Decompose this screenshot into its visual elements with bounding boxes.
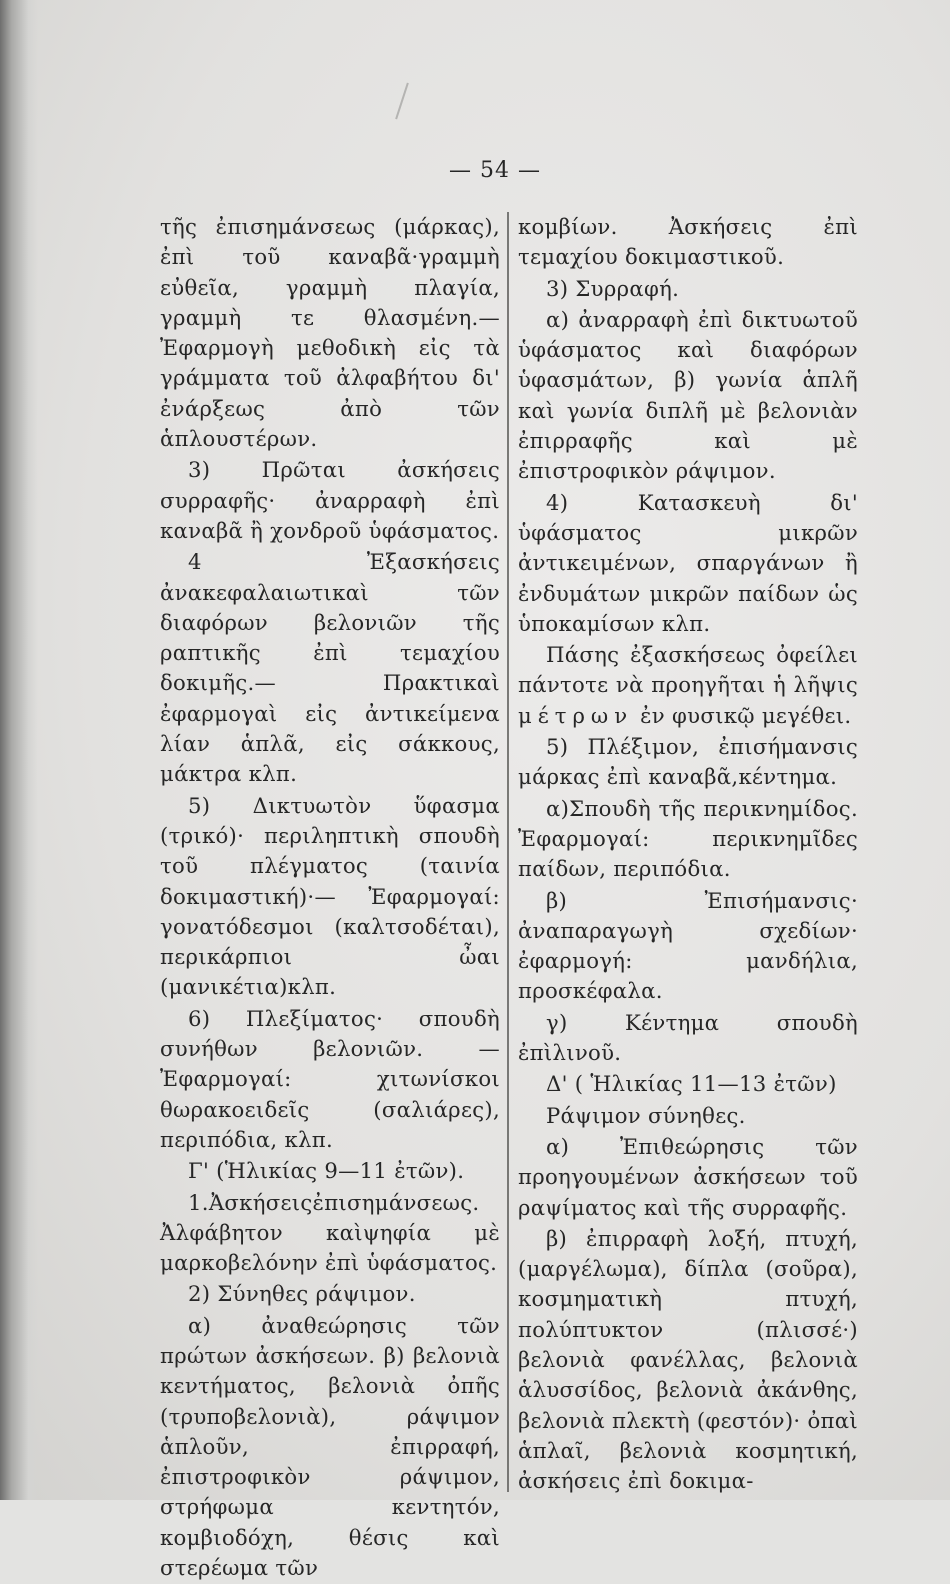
page-number: — 54 — [449,158,541,183]
right-column [518,212,858,1497]
paragraph: 4 Ἐξασκήσεις ἀνακεφαλαιωτικαὶ τῶν διαφόρων βελονιῶν τῆς ραπτικῆς ἐπὶ τεμαχίου δοκιμῆς.— Πρακτικαὶ ἐφαρμογαὶ εἰς ἀντικείμενα λίαν ἁπλᾶ, εἰς σάκκους, μάκτρα κλπ. [160,549,500,787]
paragraph: α) ἀναρραφὴ ἐπὶ δικτυωτοῦ ὑφάσματος καὶ διαφόρων ὑφασμάτων, β) γωνία ἁπλῆ καὶ γωνία διπλῆ μὲ βελονιὰν ἐπιρραφῆς καὶ μὲ ἐπιστροφικὸν ράψιμον. [518,306,858,484]
paragraph: β) Ἐπισήμανσις· ἀναπαραγωγὴ σχεδίων· ἐφαρμογή: μανδήλια, προσκέφαλα. [518,887,858,1004]
paragraph [518,640,858,731]
paragraph-text: Πάσης ἐξασκήσεως ὀφείλει πάντοτε νὰ προηγῆται ἡ λῆψις [518,642,858,698]
emphasized-word: μέτρων [518,702,634,728]
paragraph-text: ἐν φυσικῷ μεγέθει. [640,702,852,728]
binding-shadow [0,0,38,1500]
paragraph: 3) Πρῶται ἀσκήσεις συρραφῆς· ἀναρραφὴ ἐπὶ καναβᾶ ἢ χονδροῦ ὑφάσματος. [160,457,500,543]
paragraph: β) ἐπιρραφὴ λοξή, πτυχή, (μαργέλωμα), δίπλα (σοῦρα), κοσμηματικὴ πτυχή, πολύπτυκτον (πλισσέ·) βελονιὰ φανέλλας, βελονιὰ ἁλυσσίδος, βελονιὰ ἀκάνθης, βελονιὰ πλεκτὴ (φεστόν)· ὀπαὶ ἁπλαῖ, βελονιὰ κοσμητική, ἀσκήσεις ἐπὶ δοκιμα- [518,1225,858,1494]
pencil-mark [395,83,409,120]
column-divider [507,212,509,1492]
paragraph: 1.Ἀσκήσειςἐπισημάνσεως. Ἀλφάβητον καὶψηφία μὲ μαρκοβελόνην ἐπὶ ὑφάσματος. [160,1189,500,1276]
paragraph: α)Σπουδὴ τῆς περικνημίδος. Ἐφαρμογαί: περικνημῖδες παίδων, περιπόδια. [518,795,858,882]
section-heading: Γ' (Ἡλικίας 9—11 ἐτῶν). [188,1158,465,1184]
section-heading: Δ' ( Ἡλικίας 11—13 ἐτῶν) [546,1071,837,1097]
paragraph: 6) Πλεξίματος· σπουδὴ συνήθων βελονιῶν. — Ἐφαρμογαί: χιτωνίσκοι θωρακοειδεῖς (σαλιάρες), περιπόδια, κλπ. [160,1005,500,1152]
left-column [160,212,500,1584]
paragraph: 4) Κατασκευὴ δι' ὑφάσματος μικρῶν ἀντικειμένων, σπαργάνων ἢ ἐνδυμάτων μικρῶν παίδων ὡς ὑποκαμίσων κλπ. [518,489,858,636]
paragraph: 5) Πλέξιμον, ἐπισήμανσις μάρκας ἐπὶ καναβᾶ,κέντημα. [518,734,858,790]
paragraph: α) Ἐπιθεώρησις τῶν προηγουμένων ἀσκήσεων τοῦ ραψίματος καὶ τῆς συρραφῆς. [518,1133,858,1220]
paragraph: 5) Δικτυωτὸν ὕφασμα (τρικό)· περιληπτικὴ σπουδὴ τοῦ πλέγματος (ταινία δοκιμαστική)·— Ἐφαρμογαί: γονατόδεσμοι (καλτσοδέται), περικάρπιοι ὦαι (μανικέτια)κλπ. [160,792,500,1000]
paragraph: τῆς ἐπισημάνσεως (μάρκας), ἐπὶ τοῦ καναβᾶ·γραμμὴ εὐθεῖα, γραμμὴ πλαγία, γραμμὴ τε θλασμένη.— Ἐφαρμογὴ μεθοδικὴ εἰς τὰ γράμματα τοῦ ἀλφαβήτου δι' ἐνάρξεως ἀπὸ τῶν ἁπλουστέρων. [160,214,500,452]
paragraph: α) ἀναθεώρησις τῶν πρώτων ἀσκήσεων. β) βελονιὰ κεντήματος, βελονιὰ ὀπῆς (τρυποβελονιὰ), ράψιμον ἁπλοῦν, ἐπιρραφή, ἐπιστροφικὸν ράψιμον, στρήφωμα κεντητόν, κομβιοδόχη, θέσις καὶ στερέωμα τῶν [160,1312,500,1581]
paragraph: 3) Συρραφή. [546,275,680,301]
paragraph: κομβίων. Ἀσκήσεις ἐπὶ τεμαχίου δοκιμαστικοῦ. [518,214,858,270]
paragraph: Ράψιμον σύνηθες. [546,1102,746,1128]
paragraph: γ) Κέντημα σπουδὴ ἐπὶλινοῦ. [518,1009,858,1066]
paragraph: 2) Σύνηθες ράψιμον. [188,1281,416,1307]
